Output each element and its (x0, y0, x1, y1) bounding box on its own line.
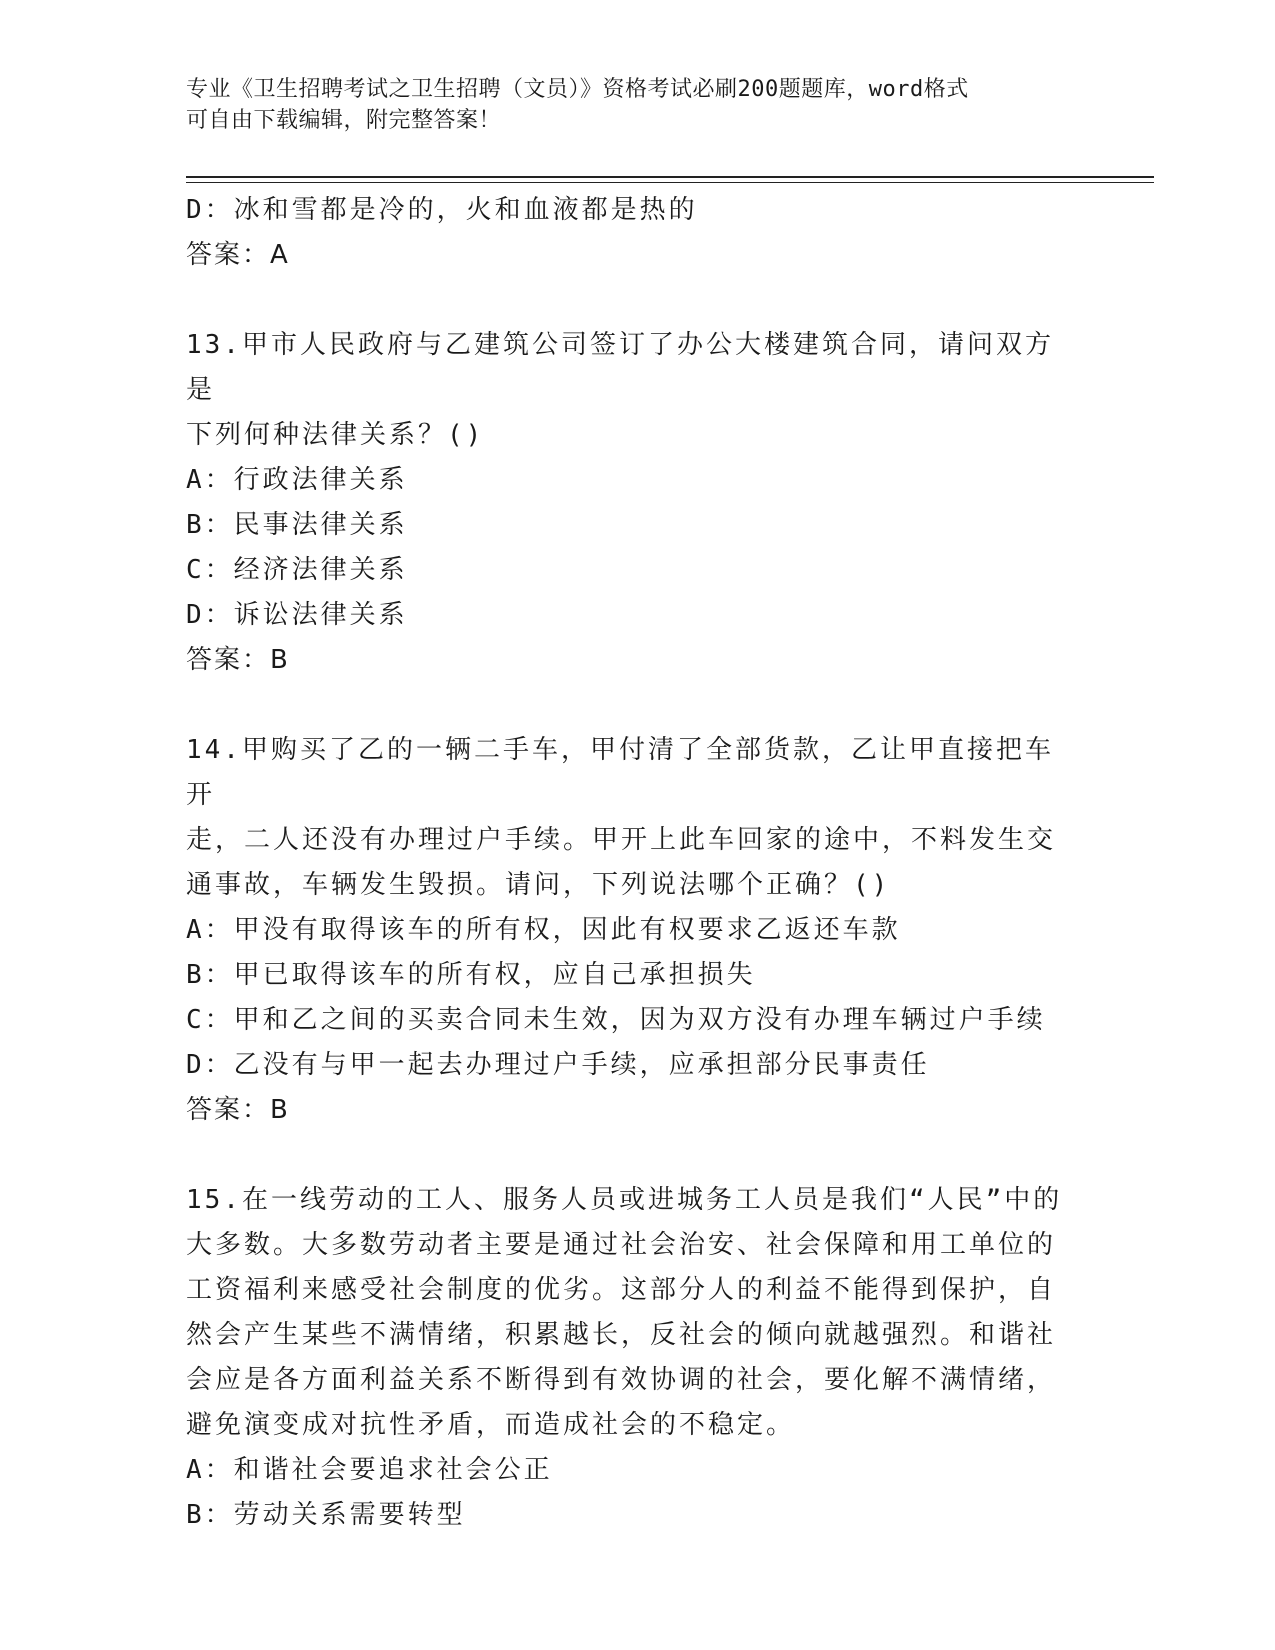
header-rule-thin (186, 182, 1154, 183)
question-13-option-c: C：经济法律关系 (186, 555, 408, 585)
question-14-option-d: D：乙没有与甲一起去办理过户手续，应承担部分民事责任 (186, 1050, 930, 1080)
header-rule-thick (186, 176, 1154, 178)
question-content (186, 188, 1076, 1538)
question-14-option-a: A：甲没有取得该车的所有权，因此有权要求乙返还车款 (186, 915, 901, 945)
question-13-option-d: D：诉讼法律关系 (186, 600, 408, 630)
spacer (186, 1133, 1076, 1178)
question-13-stem-line-1: 13.甲市人民政府与乙建筑公司签订了办公大楼建筑合同，请问双方是 (186, 330, 1054, 405)
question-13-option-a: A：行政法律关系 (186, 465, 408, 495)
question-15-option-a: A：和谐社会要追求社会公正 (186, 1455, 553, 1485)
question-14-stem-line-3: 通事故，车辆发生毁损。请问，下列说法哪个正确？() (186, 870, 891, 900)
question-15-stem-line-1: 15.在一线劳动的工人、服务人员或进城务工人员是我们“人民”中的 (186, 1185, 1063, 1215)
question-13-answer: 答案：B (186, 645, 290, 675)
question-14-option-c: C：甲和乙之间的买卖合同未生效，因为双方没有办理车辆过户手续 (186, 1005, 1046, 1035)
spacer (186, 278, 1076, 323)
spacer (186, 683, 1076, 728)
header-line-1: 专业《卫生招聘考试之卫生招聘（文员）》资格考试必刷200题题库，word格式 (186, 77, 969, 102)
header-line-2: 可自由下载编辑，附完整答案！ (186, 108, 502, 133)
question-15-option-b: B：劳动关系需要转型 (186, 1500, 466, 1530)
page-header (186, 74, 1066, 136)
question-15-stem-line-2: 大多数。大多数劳动者主要是通过社会治安、社会保障和用工单位的 (186, 1230, 1057, 1260)
carryover-answer: 答案：A (186, 240, 290, 270)
question-14-answer: 答案：B (186, 1095, 290, 1125)
question-15-stem-line-3: 工资福利来感受社会制度的优劣。这部分人的利益不能得到保护，自 (186, 1275, 1057, 1305)
question-13-option-b: B：民事法律关系 (186, 510, 408, 540)
question-15-stem-line-4: 然会产生某些不满情绪，积累越长，反社会的倾向就越强烈。和谐社 (186, 1320, 1057, 1350)
question-15-stem-line-6: 避免演变成对抗性矛盾，而造成社会的不稳定。 (186, 1410, 796, 1440)
carryover-option-d: D：冰和雪都是冷的，火和血液都是热的 (186, 195, 698, 225)
question-14-stem-line-1: 14.甲购买了乙的一辆二手车，甲付清了全部货款，乙让甲直接把车开 (186, 735, 1054, 810)
question-13-stem-line-2: 下列何种法律关系？() (186, 420, 485, 450)
question-15-stem-line-5: 会应是各方面利益关系不断得到有效协调的社会，要化解不满情绪， (186, 1365, 1057, 1395)
question-14-option-b: B：甲已取得该车的所有权，应自己承担损失 (186, 960, 756, 990)
question-14-stem-line-2: 走，二人还没有办理过户手续。甲开上此车回家的途中，不料发生交 (186, 825, 1057, 855)
